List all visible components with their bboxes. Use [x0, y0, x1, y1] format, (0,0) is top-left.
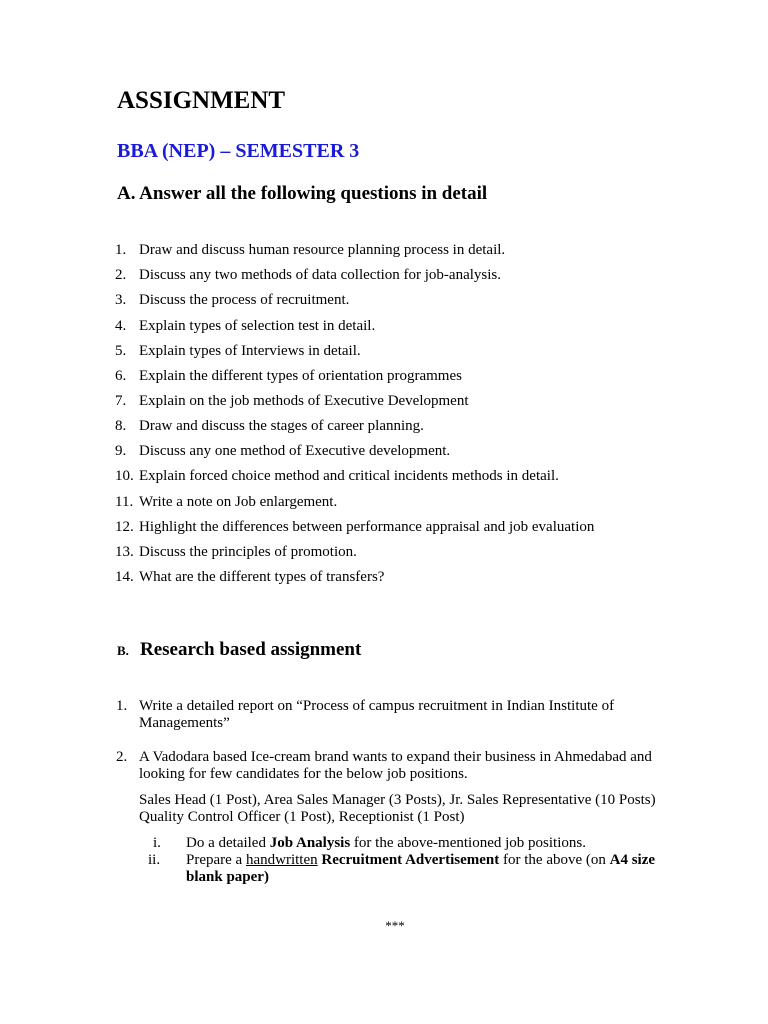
job-positions-line: Sales Head (1 Post), Area Sales Manager (3 Posts), Jr. Sales Representative (10 Posts) — [139, 792, 656, 808]
sub-item-number: ii. — [148, 852, 161, 868]
section-b-heading: Research based assignment — [140, 639, 362, 660]
question-item: 14. What are the different types of transfers? — [115, 569, 385, 585]
research-item-number: 1. — [116, 698, 128, 714]
question-item: 4. Explain types of selection test in detail. — [115, 318, 376, 334]
question-item: 11. Write a note on Job enlargement. — [115, 494, 338, 510]
question-item: 13. Discuss the principles of promotion. — [115, 544, 357, 560]
question-item: 2. Discuss any two methods of data collection for job-analysis. — [115, 267, 502, 283]
page-title: ASSIGNMENT — [117, 87, 286, 114]
section-b-letter: B. — [117, 643, 129, 658]
question-item: 3. Discuss the process of recruitment. — [115, 292, 350, 308]
question-item: 1. Draw and discuss human resource planning process in detail. — [115, 242, 506, 258]
sub-item-text: Prepare a handwritten Recruitment Advertisement for the above (on A4 size — [186, 852, 656, 868]
sub-item-text: Do a detailed Job Analysis for the above-mentioned job positions. — [186, 835, 586, 851]
question-item: 8. Draw and discuss the stages of career planning. — [115, 418, 424, 434]
question-item: 5. Explain types of Interviews in detail. — [115, 343, 361, 359]
research-item-number: 2. — [116, 749, 128, 765]
question-item: 6. Explain the different types of orientation programmes — [115, 368, 462, 384]
section-a-heading: A. Answer all the following questions in detail — [117, 183, 488, 204]
research-item-text: Write a detailed report on “Process of campus recruitment in Indian Institute of — [139, 698, 615, 714]
question-item: 10. Explain forced choice method and critical incidents methods in detail. — [115, 468, 559, 484]
end-marker: *** — [385, 918, 405, 933]
page-subtitle: BBA (NEP) – SEMESTER 3 — [117, 140, 360, 162]
question-item: 12. Highlight the differences between performance appraisal and job evaluation — [115, 519, 595, 535]
research-item-text: looking for few candidates for the below job positions. — [139, 766, 468, 782]
research-item-text: A Vadodara based Ice-cream brand wants to expand their business in Ahmedabad and — [139, 749, 652, 765]
job-positions-line: Quality Control Officer (1 Post), Receptionist (1 Post) — [139, 809, 465, 825]
research-item-text: Managements” — [139, 715, 230, 731]
sub-item-text: blank paper) — [186, 869, 269, 885]
question-item: 9. Discuss any one method of Executive development. — [115, 443, 451, 459]
question-item: 7. Explain on the job methods of Executive Development — [115, 393, 469, 409]
sub-item-number: i. — [153, 835, 161, 851]
